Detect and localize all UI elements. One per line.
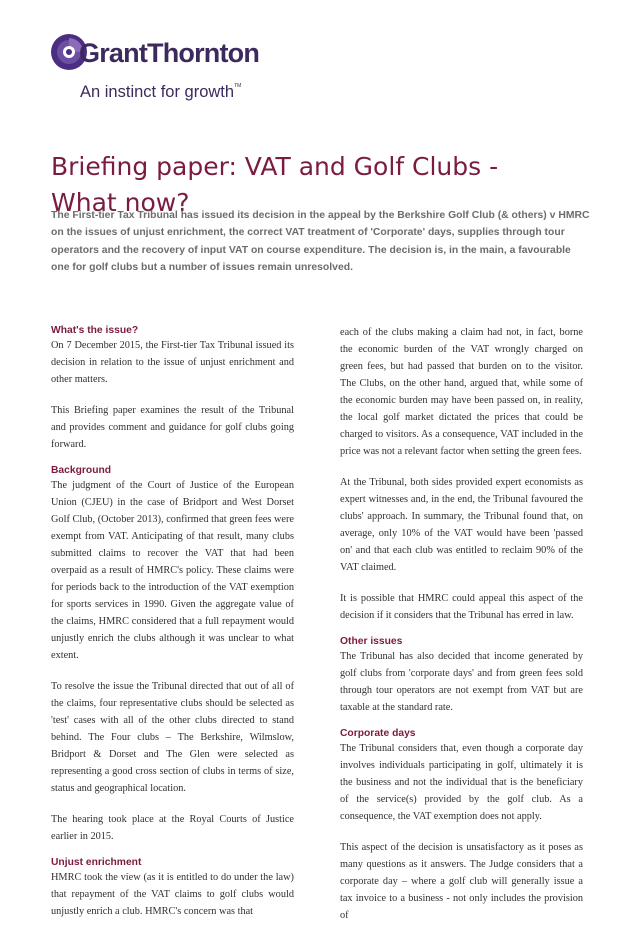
right-column (340, 324, 583, 938)
corporate-paragraph-1: The Tribunal considers that, even though a corporate day involves individuals participating in golf, ultimately it is the business and not the individual that is the beneficiary of the service(s) provided by the golf club. As a consequence, the VAT exemption does not apply. (340, 743, 583, 822)
section-heading-corporate-days: Corporate days (340, 728, 416, 739)
brand-tagline (80, 83, 241, 102)
title-line-1: Briefing paper: VAT and Golf Clubs - (51, 152, 499, 181)
section-heading-other-issues: Other issues (340, 636, 403, 647)
section-heading-background: Background (51, 465, 112, 476)
issue-paragraph-1: On 7 December 2015, the First-tier Tax Tribunal issued its decision in relation to the issue of unjust enrichment and other matters. (51, 340, 294, 385)
background-paragraph-1: The judgment of the Court of Justice of the European Union (CJEU) in the case of Bridport and West Dorset Golf Club, (October 2013), confirmed that green fees were exempt from VAT. Anticipating of that result, many clubs submitted claims to recover the VAT that had been overpaid as a result of HMRC's policy. These claims were for periods back to the introduction of the VAT exemption for sports services in 1990. Given the aggregate value of the claims, HMRC considered that a full repayment would unjustly enrich the clubs although it was unclear to what extent. (51, 480, 294, 661)
continued-paragraph-1: each of the clubs making a claim had not, in fact, borne the economic burden of the VAT wrongly charged on green fees, but had passed that burden on to the visitor. The Clubs, on the other hand, argued that, while some of the economic burden may have been passed on, in reality, the local golf market dictated the prices that could be charged to visitors. As a consequence, VAT included in the price was not a relevant factor when setting the green fees. (340, 327, 583, 457)
intro-summary: The First-tier Tax Tribunal has issued its decision in the appeal by the Berkshire Golf Club (& others) v HMRC on the issues of unjust enrichment, the correct VAT treatment of 'Corporate' days, supplies through tour operators and the recovery of input VAT on course expenditure. The decision is, in the main, a favourable one for golf clubs but a number of issues remain unresolved. (51, 210, 590, 273)
unjust-paragraph-1: HMRC took the view (as it is entitled to do under the law) that repayment of the VAT claims to golf clubs would unjustly enrich a club. HMRC's concern was that (51, 872, 294, 917)
tagline-text: An instinct for growth (80, 83, 235, 101)
other-issues-paragraph-1: The Tribunal has also decided that income generated by golf clubs from 'corporate days' and from green fees sold through tour operators are not exempt from VAT but are taxable at the standard rate. (340, 651, 583, 713)
continued-paragraph-2: At the Tribunal, both sides provided expert economists as expert witnesses and, in the end, the Tribunal favoured the clubs' approach. In summary, the Tribunal found that, on average, only 10% of the VAT would have been 'passed on' and that each club was entitled to reclaim 90% of the VAT claimed. (340, 477, 583, 573)
background-paragraph-2: To resolve the issue the Tribunal directed that out of all of the claims, four representative clubs should be selected as 'test' cases with all of the other clubs directed to stand behind. The Four clubs – The Berkshire, Wilmslow, Bridport & Dorset and The Glen were selected as representing a good cross section of clubs in terms of size, status and geographical location. (51, 681, 294, 794)
section-heading-unjust-enrichment: Unjust enrichment (51, 857, 142, 868)
corporate-paragraph-2: This aspect of the decision is unsatisfactory as it poses as many questions as it answers. The Judge considers that a corporate day – where a golf club will generally issue a tax invoice to a business - not only includes the provision of (340, 842, 583, 921)
section-heading-issue: What's the issue? (51, 325, 139, 336)
continued-paragraph-3: It is possible that HMRC could appeal this aspect of the decision if it considers that the Tribunal has erred in law. (340, 593, 583, 621)
background-paragraph-3: The hearing took place at the Royal Courts of Justice earlier in 2015. (51, 814, 294, 842)
trademark-mark: TM (234, 83, 242, 89)
title-line-2: What now? (51, 188, 190, 217)
left-column (51, 324, 294, 934)
brand-name: GrantThornton (79, 38, 260, 68)
issue-paragraph-2: This Briefing paper examines the result of the Tribunal and provides comment and guidance for golf clubs going forward. (51, 405, 294, 450)
